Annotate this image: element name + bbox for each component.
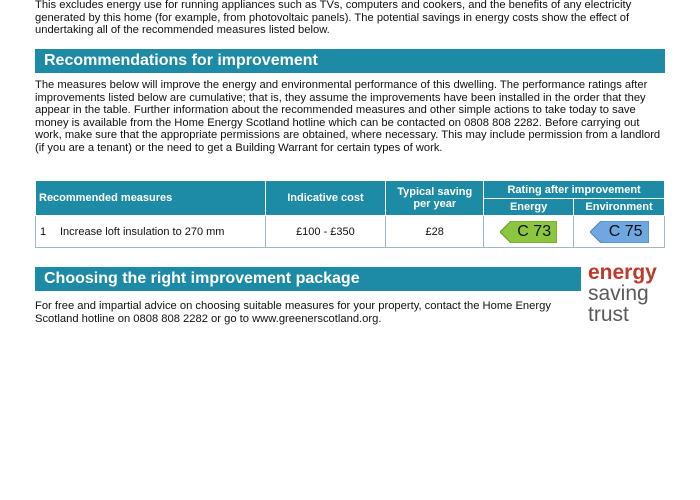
logo-trust: trust bbox=[588, 303, 629, 326]
table-row bbox=[36, 216, 665, 248]
recommendations-table bbox=[35, 180, 665, 248]
recommendations-text: The measures below will improve the energy and environmental performance of this dwelling. The performance ratings after improvements listed below are cumulative; that is, they assume the improvements have been installed in the order that they appear in the table. Further information about the recommended measures and other simple actions to take today to save money is available from the Home Energy Scotland hotline which can be contacted on 0808 808 2282. Before carrying out work, make sure that the appropriate permissions are obtained, where necessary. This may include permission from a landlord (if you are a tenant) or the need to get a Building Warrant for certain types of work. bbox=[35, 79, 661, 154]
energy-rating-cell bbox=[484, 216, 574, 248]
cost-cell: £100 - £350 bbox=[265, 216, 386, 248]
logo-saving: saving bbox=[588, 282, 649, 305]
measure-description: Increase loft insulation to 270 mm bbox=[60, 225, 225, 238]
header-environment: Environment bbox=[574, 199, 665, 216]
recommendations-heading: Recommendations for improvement bbox=[35, 49, 665, 73]
energy-rating-value: C 73 bbox=[517, 222, 552, 240]
logo-energy: energy bbox=[588, 261, 657, 284]
energy-saving-trust-logo bbox=[588, 262, 668, 325]
environment-rating-arrow bbox=[590, 221, 649, 243]
intro-text: This excludes energy use for running appliances such as TVs, computers and cookers, and the benefits of any electricity generated by this home (for example, from photovoltaic panels). The potential savings in energy costs show the effect of undertaking all of the recommended measures listed below. bbox=[35, 0, 632, 37]
measure-cell bbox=[36, 216, 266, 248]
package-heading: Choosing the right improvement package bbox=[35, 267, 581, 291]
header-indicative-cost: Indicative cost bbox=[265, 181, 386, 216]
saving-cell: £28 bbox=[386, 216, 484, 248]
header-recommended-measures: Recommended measures bbox=[36, 181, 266, 216]
environment-rating-value: C 75 bbox=[608, 222, 643, 240]
environment-rating-cell bbox=[574, 216, 665, 248]
header-typical-saving: Typical saving per year bbox=[386, 181, 484, 216]
header-energy: Energy bbox=[484, 199, 574, 216]
package-text: For free and impartial advice on choosing suitable measures for your property, contact the Home Energy Scotland hotline on 0808 808 2282 or go to www.greenerscotland.org. bbox=[35, 300, 551, 325]
measure-number: 1 bbox=[40, 225, 47, 238]
energy-rating-arrow bbox=[500, 221, 557, 243]
header-rating-after-improvement: Rating after improvement bbox=[484, 181, 665, 199]
